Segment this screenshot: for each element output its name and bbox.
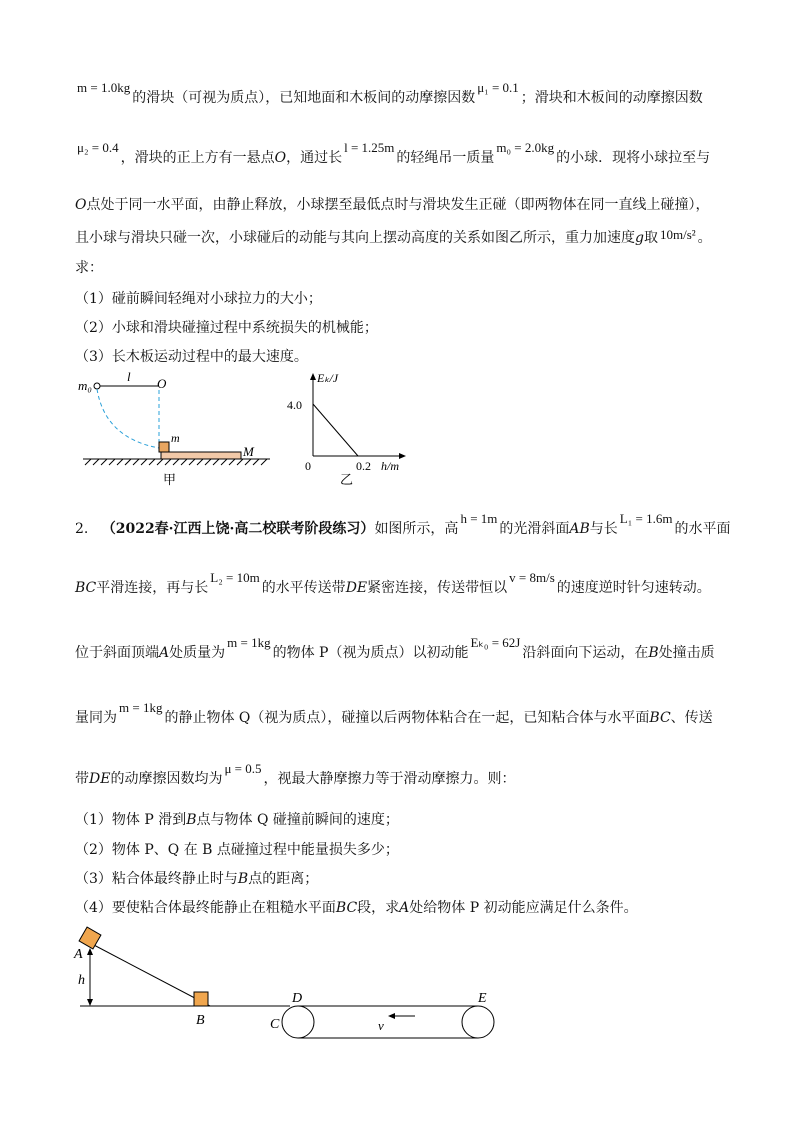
var-AB: AB	[569, 521, 590, 537]
eq-h: h = 1m	[460, 511, 498, 526]
label-l: l	[127, 369, 131, 384]
text: 紧密连接，传送带恒以	[367, 580, 508, 596]
var-g: g	[635, 230, 644, 246]
text: ，通过长	[286, 150, 343, 166]
text: 平滑连接，再与长	[96, 580, 209, 596]
text: 带	[75, 771, 89, 787]
caption-yi: 乙	[340, 472, 354, 487]
p2-line3	[75, 635, 715, 663]
slider-block	[159, 442, 169, 452]
text: ，滑块的正上方有一悬点	[120, 150, 275, 166]
text: 的光滑斜面	[499, 521, 570, 537]
plank	[161, 452, 241, 459]
label-O: O	[157, 376, 167, 391]
block-P	[79, 927, 101, 949]
text: 的动摩擦因数均为	[110, 771, 223, 787]
p2-question-1	[75, 810, 399, 830]
problem-source: （2022春·江西上饶·高二校联考阶段练习）	[101, 521, 375, 537]
data-line	[313, 404, 358, 456]
swing-arc	[97, 389, 159, 448]
text: ；滑块和木板间的动摩擦因数	[520, 90, 703, 106]
text: 点的距离；	[248, 871, 319, 887]
height-arrow-top	[87, 948, 93, 955]
text: 的静止物体 Q（视为质点），碰撞以后两物体粘合在一起，已知粘合体与水平面	[164, 710, 650, 726]
velocity-arrowhead	[388, 1013, 395, 1019]
var-B: B	[648, 645, 659, 661]
label-C: C	[270, 1017, 280, 1032]
x-axis-label: h/m	[381, 459, 399, 473]
p1-question-2: （2）小球和滑块碰撞过程中系统损失的机械能；	[75, 320, 378, 336]
var-B: B	[237, 871, 249, 887]
incline	[92, 944, 210, 1006]
text: 段，求	[357, 900, 400, 916]
eq-mu2: μ₂ = 0.4	[77, 140, 119, 155]
y-arrow	[310, 373, 316, 380]
var-A: A	[399, 900, 410, 916]
text: 、传送	[670, 710, 713, 726]
height-arrow-bottom	[87, 999, 93, 1006]
p1-line3	[75, 195, 709, 215]
label-m0: m₀	[78, 378, 92, 393]
var-BC: BC	[335, 900, 358, 916]
eq-mass: m = 1.0kg	[77, 80, 131, 95]
label-D: D	[292, 991, 303, 1006]
p2-line1	[75, 511, 731, 539]
eq-L1: L₁ = 1.6m	[619, 511, 673, 526]
var-A: A	[159, 645, 170, 661]
var-BC: BC	[649, 710, 671, 726]
var-O: O	[75, 197, 87, 213]
text: 量同为	[75, 710, 117, 726]
eq-v: v = 8m/s	[509, 570, 555, 585]
origin-label: 0	[305, 459, 311, 473]
p1-line2	[75, 140, 711, 168]
var-DE: DE	[89, 771, 111, 787]
label-m: m	[171, 431, 180, 445]
eq-m: m = 1kg	[227, 635, 271, 650]
text: 处撞击质	[658, 645, 715, 661]
pulley-left	[282, 1006, 314, 1038]
eq-m0: m₀ = 2.0kg	[496, 140, 555, 155]
block-Q	[194, 992, 208, 1006]
eq-mu1: μ₁ = 0.1	[477, 80, 519, 95]
eq-L2: L₂ = 10m	[210, 570, 260, 585]
caption-jia: 甲	[163, 472, 177, 487]
text: 处质量为	[169, 645, 226, 661]
eq-length: l = 1.25m	[344, 140, 395, 155]
var-DE: DE	[345, 580, 368, 596]
label-v: v	[378, 1018, 384, 1033]
text: 。	[697, 230, 712, 246]
text: 位于斜面顶端	[75, 645, 159, 661]
text: 的水平传送带	[261, 580, 346, 596]
pulley-right	[462, 1006, 494, 1038]
p1-line5: 求：	[75, 260, 103, 276]
p1-line4	[75, 228, 712, 248]
figure-jia	[75, 368, 275, 488]
text: 的物体 P（视为质点）以初动能	[272, 645, 469, 661]
var-O: O	[274, 150, 287, 166]
text: 且小球与滑块只碰一次，小球碰后的动能与其向上摆动高度的关系如图乙所示，重力加速度	[75, 230, 635, 246]
x-arrow	[399, 453, 406, 459]
problem-number: 2.	[75, 521, 89, 537]
text: 点处于同一水平面，由静止释放，小球摆至最低点时与滑块发生正碰（即两物体在同一直线上碰撞），	[86, 197, 710, 213]
label-E: E	[478, 991, 487, 1006]
pendulum-ball-start	[94, 383, 100, 389]
text: 处给物体 P 初动能应满足什么条件。	[409, 900, 638, 916]
text: 的水平面	[674, 521, 731, 537]
x-tick-label: 0.2	[356, 459, 371, 473]
text: 与长	[589, 521, 618, 537]
p1-question-1: （1）碰前瞬间轻绳对小球拉力的大小；	[75, 291, 322, 307]
y-axis-label: Eₖ/J	[317, 371, 339, 385]
label-M: M	[243, 444, 254, 459]
p1-line1	[75, 80, 703, 108]
text: 点与物体 Q 碰撞前瞬间的速度；	[196, 812, 399, 828]
y-tick-label: 4.0	[287, 398, 302, 412]
eq-g: 10m/s²	[659, 227, 696, 242]
p2-question-2: （2）物体 P、Q 在 B 点碰撞过程中能量损失多少；	[75, 842, 399, 858]
eq-m: m = 1kg	[119, 700, 163, 715]
p2-question-3	[75, 869, 318, 889]
eq-mu: μ = 0.5	[224, 761, 262, 776]
p1-question-3: （3）长木板运动过程中的最大速度。	[75, 349, 308, 365]
var-BC: BC	[75, 580, 97, 596]
text: 如图所示，高	[374, 521, 459, 537]
text: 的轻绳吊一质量	[396, 150, 495, 166]
p2-line4	[75, 700, 713, 728]
figure-yi	[285, 368, 425, 488]
text: 取	[643, 230, 658, 246]
label-B: B	[196, 1013, 205, 1028]
text: 的速度逆时针匀速转动。	[556, 580, 711, 596]
eq-Ek0: Eₖ₀ = 62J	[470, 635, 521, 650]
text: （1）物体 P 滑到	[75, 812, 187, 828]
text: （4）要使粘合体最终能静止在粗糙水平面	[75, 900, 336, 916]
figure-incline-conveyor	[70, 922, 510, 1042]
label-h: h	[78, 973, 85, 988]
p2-line2	[75, 570, 711, 598]
text: 沿斜面向下运动，在	[522, 645, 649, 661]
p2-question-4	[75, 898, 638, 918]
text: ，视最大静摩擦力等于滑动摩擦力。则：	[263, 771, 516, 787]
p2-line5	[75, 761, 516, 789]
text: 的小球．现将小球拉至与	[556, 150, 711, 166]
label-A: A	[74, 947, 83, 962]
ground-hatch	[85, 459, 267, 465]
text: 的滑块（可视为质点），已知地面和木板间的动摩擦因数	[132, 90, 476, 106]
text: （3）粘合体最终静止时与	[75, 871, 238, 887]
var-B: B	[186, 812, 197, 828]
